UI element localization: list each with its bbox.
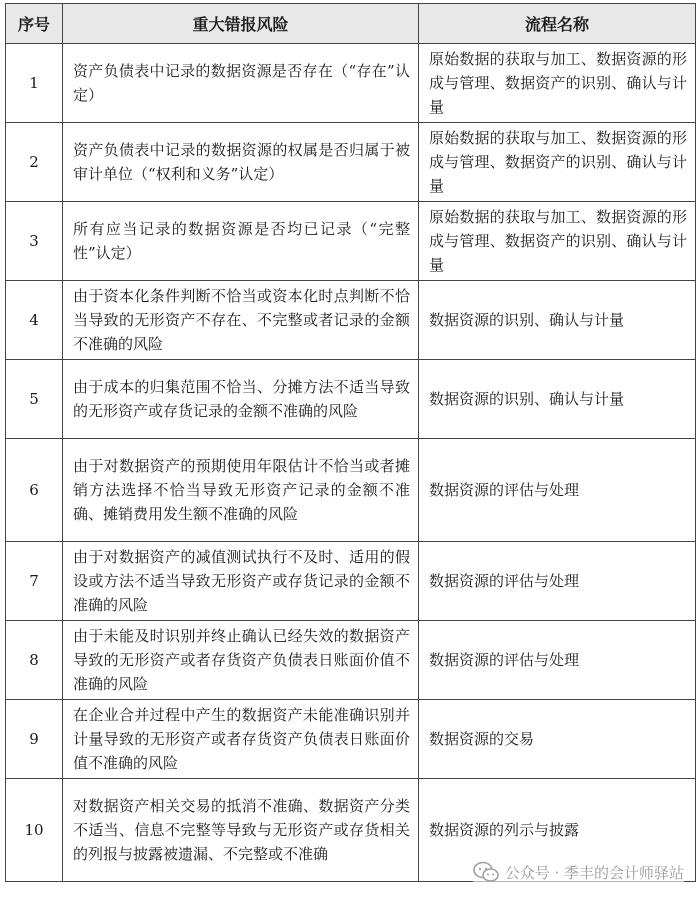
row-process: 数据资源的识别、确认与计量 (419, 281, 696, 360)
row-number: 3 (6, 202, 63, 281)
row-risk: 由于未能及时识别并终止确认已经失效的数据资产导致的无形资产或者存货资产负债表日账面价值不准确的风险 (63, 621, 419, 700)
row-process: 数据资源的列示与披露 (419, 779, 696, 882)
watermark-text: 公众号 · 季丰的会计师驿站 (504, 863, 684, 882)
wechat-icon (473, 861, 499, 883)
header-risk: 重大错报风险 (63, 4, 419, 44)
row-process: 数据资源的评估与处理 (419, 439, 696, 542)
table-row (6, 439, 696, 542)
watermark (473, 861, 684, 883)
table-row (6, 360, 696, 439)
row-number: 10 (6, 779, 63, 882)
row-process: 原始数据的获取与加工、数据资源的形成与管理、数据资产的识别、确认与计量 (419, 44, 696, 123)
table-row (6, 542, 696, 621)
row-risk: 资产负债表中记录的数据资源的权属是否归属于被审计单位（“权利和义务”认定） (63, 123, 419, 202)
row-number: 7 (6, 542, 63, 621)
row-risk: 在企业合并过程中产生的数据资产未能准确识别并计量导致的无形资产或者存货资产负债表日账面价值不准确的风险 (63, 700, 419, 779)
row-risk: 由于资本化条件判断不恰当或资本化时点判断不恰当导致的无形资产不存在、不完整或者记录的金额不准确的风险 (63, 281, 419, 360)
table-row (6, 281, 696, 360)
table-row (6, 123, 696, 202)
table-row (6, 621, 696, 700)
row-process: 原始数据的获取与加工、数据资源的形成与管理、数据资产的识别、确认与计量 (419, 202, 696, 281)
row-number: 2 (6, 123, 63, 202)
row-number: 6 (6, 439, 63, 542)
row-process: 数据资源的评估与处理 (419, 621, 696, 700)
row-process: 原始数据的获取与加工、数据资源的形成与管理、数据资产的识别、确认与计量 (419, 123, 696, 202)
row-risk: 由于对数据资产的减值测试执行不及时、适用的假设或方法不适当导致无形资产或存货记录的金额不准确的风险 (63, 542, 419, 621)
row-risk: 所有应当记录的数据资源是否均已记录（“完整性”认定） (63, 202, 419, 281)
row-number: 1 (6, 44, 63, 123)
table-row (6, 44, 696, 123)
risk-table (5, 3, 696, 882)
row-process: 数据资源的评估与处理 (419, 542, 696, 621)
header-number: 序号 (6, 4, 63, 44)
row-risk: 由于成本的归集范围不恰当、分摊方法不适当导致的无形资产或存货记录的金额不准确的风险 (63, 360, 419, 439)
row-risk: 对数据资产相关交易的抵消不准确、数据资产分类不适当、信息不完整等导致与无形资产或存货相关的列报与披露被遗漏、不完整或不准确 (63, 779, 419, 882)
row-number: 9 (6, 700, 63, 779)
header-process: 流程名称 (419, 4, 696, 44)
row-number: 5 (6, 360, 63, 439)
row-process: 数据资源的识别、确认与计量 (419, 360, 696, 439)
table-row (6, 700, 696, 779)
row-number: 4 (6, 281, 63, 360)
row-number: 8 (6, 621, 63, 700)
row-risk: 由于对数据资产的预期使用年限估计不恰当或者摊销方法选择不恰当导致无形资产记录的金额不准确、摊销费用发生额不准确的风险 (63, 439, 419, 542)
table-header-row (6, 4, 696, 44)
table-row (6, 202, 696, 281)
row-process: 数据资源的交易 (419, 700, 696, 779)
row-risk: 资产负债表中记录的数据资源是否存在（“存在”认定） (63, 44, 419, 123)
